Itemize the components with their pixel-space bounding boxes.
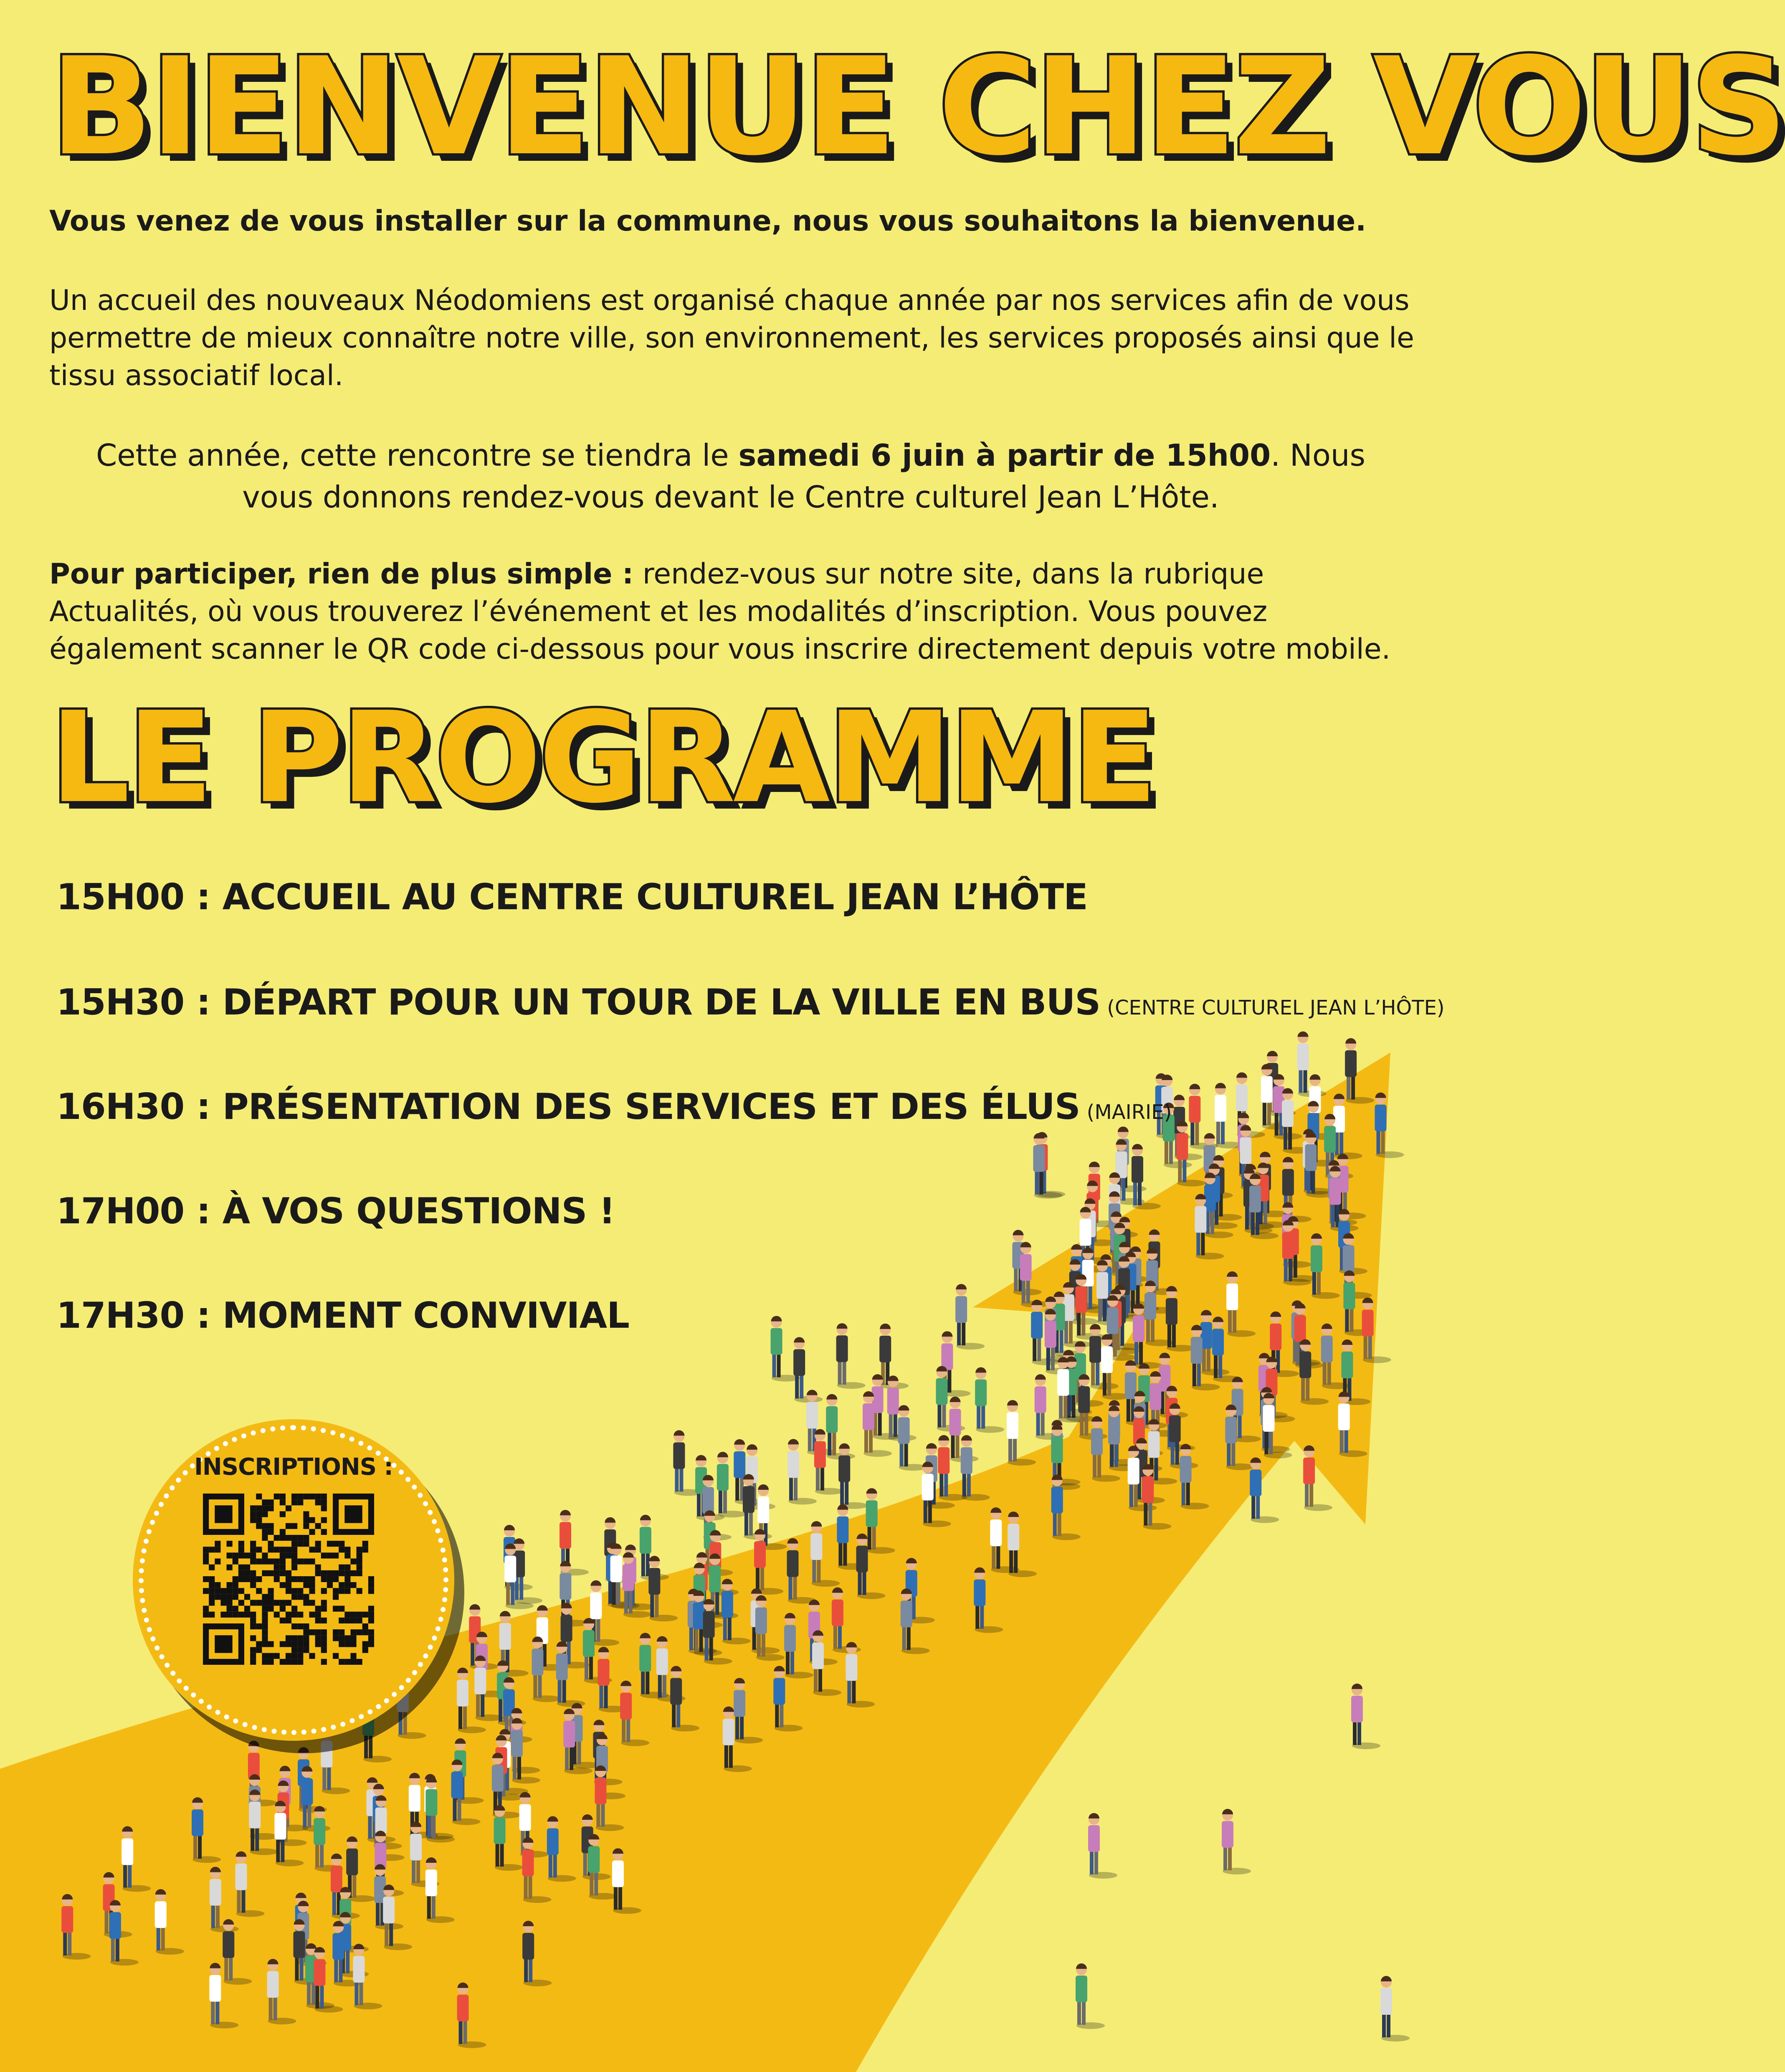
programme-item-label: 17H30 : MOMENT CONVIVIAL: [56, 1295, 629, 1337]
programme-item: [56, 1190, 615, 1232]
programme-item-label: 15H00 : ACCUEIL AU CENTRE CULTUREL JEAN L’HÔTE: [56, 876, 1088, 918]
person-figure: [1351, 1684, 1380, 1749]
intro-date: [63, 434, 1399, 518]
date-text-before: Cette année, cette rencontre se tiendra le: [96, 438, 739, 473]
date-text-after: . Nous vous donnons rendez-vous devant le Centre culturel Jean L’Hôte.: [242, 438, 1366, 515]
qr-code-icon[interactable]: [203, 1494, 374, 1665]
participate-lead: Pour participer, rien de plus simple :: [49, 558, 634, 591]
intro-lead: Vous venez de vous installer sur la commune, nous vous souhaitons la bienvenue.: [49, 205, 1367, 238]
programme-item-note: (CENTRE CULTUREL JEAN L’HÔTE): [1107, 996, 1445, 1020]
person-figure: [1076, 1963, 1105, 2029]
person-figure: [836, 1323, 866, 1389]
person-figure: [787, 1439, 817, 1504]
date-highlight: samedi 6 juin à partir de 15h00: [738, 438, 1271, 473]
participate-text: rendez-vous sur notre site, dans la rubrique Actualités, où vous trouverez l’événement et les modalités d’inscription. Vous pouvez également scanner le QR code ci-dessous pour vous inscrire directement depuis votre mobile.: [49, 558, 1391, 666]
programme-item-label: 16H30 : PRÉSENTATION DES SERVICES ET DES ÉLUS: [56, 1086, 1080, 1128]
programme-item-label: 15H30 : DÉPART POUR UN TOUR DE LA VILLE EN BUS: [56, 981, 1101, 1023]
programme-item: [56, 1086, 1172, 1128]
person-figure: [1380, 1976, 1410, 2042]
inscriptions-badge: [133, 1419, 454, 1741]
person-figure: [1222, 1809, 1251, 1874]
person-figure: [513, 1538, 542, 1604]
person-figure: [1375, 1093, 1404, 1158]
inscriptions-label: INSCRIPTIONS :: [194, 1453, 393, 1481]
programme-item: [56, 876, 1088, 918]
page-title: BIENVENUE CHEZ VOUS: [50, 28, 1785, 185]
person-figure: [1033, 1133, 1062, 1199]
programme-title: LE PROGRAMME: [50, 685, 1155, 831]
person-figure: [955, 1284, 985, 1349]
intro-body: Un accueil des nouveaux Néodomiens est organisé chaque année par nos services afin de vous permettre de mieux connaître notre ville, son environnement, les services proposés ainsi que le tissu associatif local.: [49, 284, 1414, 392]
programme-item-label: 17H00 : À VOS QUESTIONS !: [56, 1190, 615, 1232]
person-figure: [838, 1443, 868, 1509]
person-figure: [975, 1367, 1004, 1433]
programme-item: [56, 1295, 629, 1337]
programme-item: [56, 981, 1445, 1023]
intro-participate: [49, 555, 1419, 668]
programme-item-note: (MAIRIE): [1086, 1101, 1172, 1124]
person-figure: [1088, 1813, 1117, 1879]
